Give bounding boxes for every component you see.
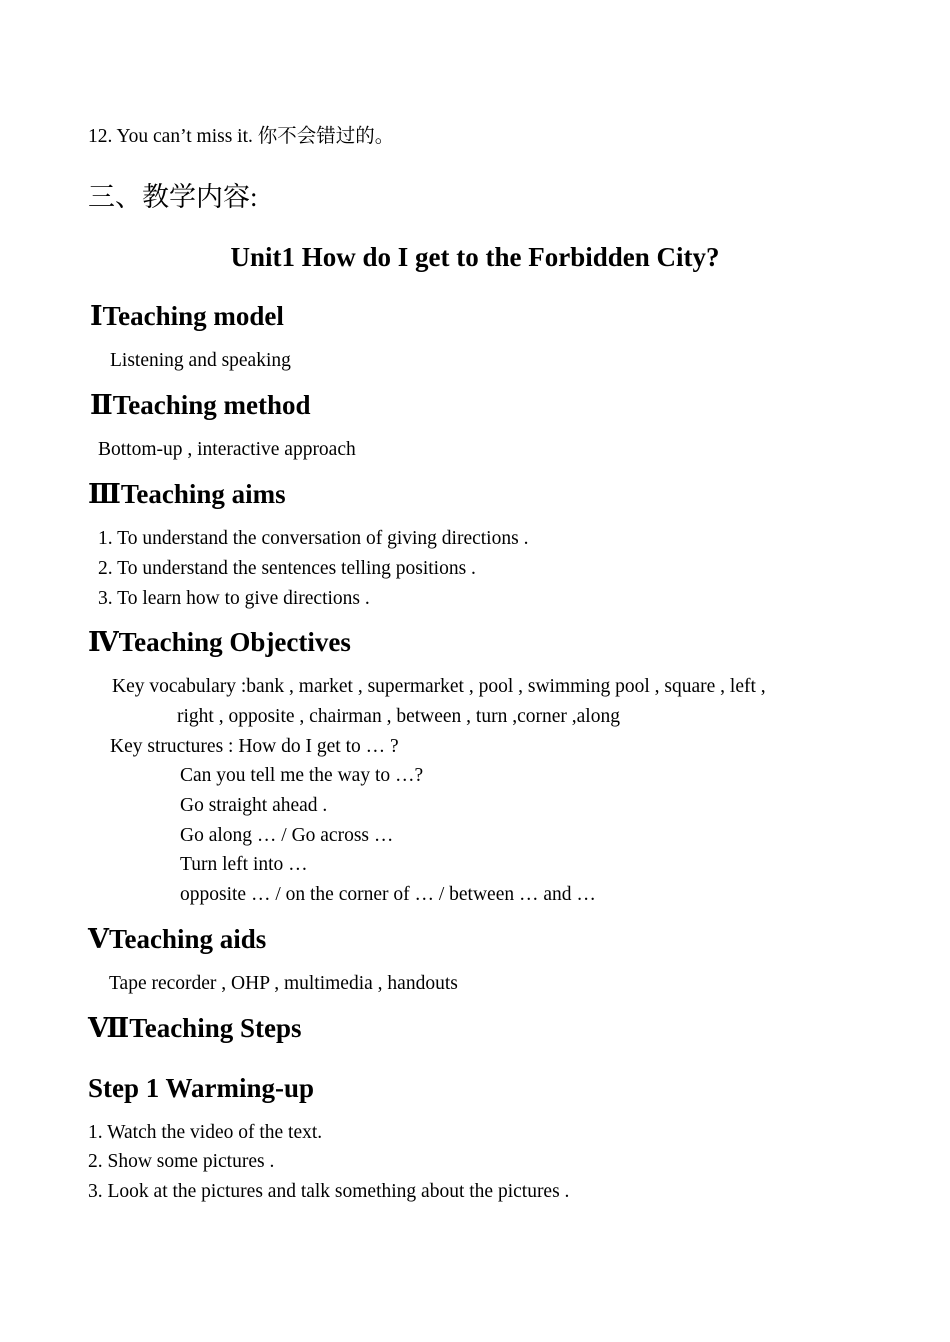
structure-item: Go along … / Go across … [180, 825, 394, 846]
key-vocabulary-continued: right , opposite , chairman , between , turn ,corner ,along [177, 706, 620, 727]
heading-text: Teaching aims [120, 479, 286, 509]
heading-teaching-objectives [88, 625, 351, 659]
unit-title: Unit1 How do I get to the Forbidden City? [230, 242, 720, 272]
structure-item: Turn left into … [180, 854, 308, 875]
step-item: 2. Show some pictures . [88, 1151, 275, 1172]
teaching-model-text: Listening and speaking [110, 350, 291, 371]
roman-numeral-2: Ⅱ [90, 390, 113, 420]
teaching-aids-text: Tape recorder , OHP , multimedia , handouts [109, 973, 458, 994]
roman-numeral-7: Ⅶ [88, 1013, 130, 1043]
key-vocabulary-line: Key vocabulary :bank , market , supermarket , pool , swimming pool , square , left , [112, 676, 766, 697]
teaching-method-text: Bottom-up , interactive approach [98, 439, 356, 460]
heading-step-1: Step 1 Warming-up [88, 1073, 315, 1103]
roman-numeral-4: Ⅳ [88, 627, 119, 657]
section-heading: 三、教学内容: [88, 182, 258, 212]
structure-item: Can you tell me the way to …? [180, 765, 424, 786]
step-item: 3. Look at the pictures and talk something about the pictures . [88, 1181, 570, 1202]
heading-teaching-aims [88, 477, 286, 511]
structure-item: opposite … / on the corner of … / between … and … [180, 884, 596, 905]
structure-item: Go straight ahead . [180, 795, 328, 816]
heading-text: Teaching model [102, 301, 284, 331]
heading-text: Teaching method [112, 390, 311, 420]
aim-item: 3. To learn how to give directions . [98, 588, 370, 609]
step-item: 1. Watch the video of the text. [88, 1122, 323, 1143]
heading-teaching-method [90, 388, 311, 422]
heading-text: Teaching Steps [129, 1013, 302, 1043]
aim-item: 1. To understand the conversation of giving directions . [98, 528, 529, 549]
aim-item: 2. To understand the sentences telling positions . [98, 558, 476, 579]
roman-numeral-1: Ⅰ [90, 301, 103, 331]
heading-teaching-steps [88, 1011, 301, 1045]
heading-teaching-aids [88, 922, 266, 956]
top-line: 12. You can’t miss it. 你不会错过的。 [88, 126, 395, 147]
heading-text: Teaching Objectives [118, 627, 351, 657]
roman-numeral-5: Ⅴ [88, 924, 109, 954]
heading-teaching-model [90, 299, 284, 333]
heading-text: Teaching aids [108, 924, 267, 954]
roman-numeral-3: Ⅲ [88, 479, 121, 509]
key-structures-line: Key structures : How do I get to … ? [110, 736, 399, 757]
